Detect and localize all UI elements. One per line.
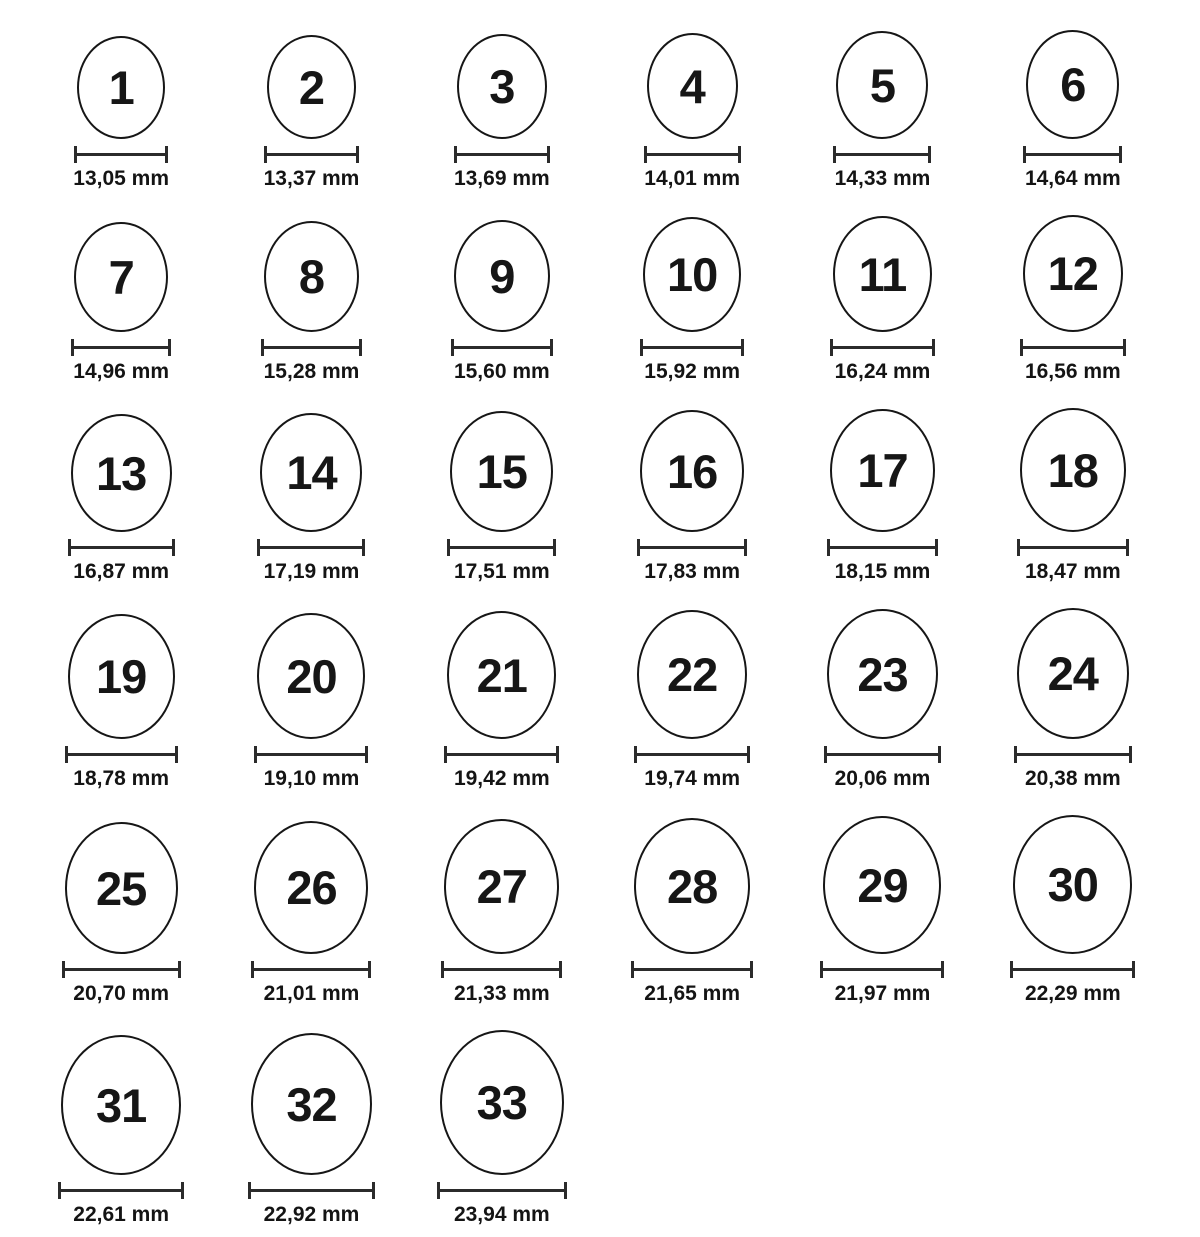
- ring-size-item: [597, 410, 787, 584]
- measure-line: [631, 968, 753, 971]
- diameter-label: 21,01 mm: [263, 982, 360, 1005]
- diameter-measure-bar: [631, 961, 753, 978]
- ring-size-item: [787, 409, 977, 584]
- diameter-measure-bar: [827, 539, 938, 556]
- diameter-label: 15,28 mm: [263, 360, 360, 383]
- diameter-label: 13,37 mm: [263, 167, 360, 190]
- ring-size-item: [216, 821, 406, 1006]
- diameter-measure-bar: [437, 1182, 567, 1199]
- diameter-label: 20,38 mm: [1024, 767, 1121, 790]
- ring-size-number: 33: [476, 1076, 527, 1129]
- ring-circle: [457, 34, 547, 139]
- ring-circle: [1026, 30, 1119, 139]
- measure-line: [634, 753, 750, 756]
- ring-circle: [71, 414, 172, 532]
- diameter-label: 22,61 mm: [73, 1203, 170, 1226]
- diameter-label: 18,47 mm: [1024, 560, 1121, 583]
- diameter-label: 20,70 mm: [73, 982, 170, 1005]
- ring-size-item: [978, 815, 1168, 1006]
- ring-circle: [68, 614, 175, 739]
- ring-circle: [74, 222, 168, 332]
- measure-line: [1017, 546, 1129, 549]
- ring-size-item: [597, 610, 787, 791]
- ring-size-item: [216, 413, 406, 584]
- ring-size-item: [978, 215, 1168, 384]
- measure-line: [65, 753, 178, 756]
- ring-circle: [450, 411, 553, 532]
- ring-size-item: [26, 822, 216, 1006]
- diameter-label: 15,60 mm: [453, 360, 550, 383]
- diameter-label: 13,69 mm: [453, 167, 550, 190]
- diameter-label: 14,96 mm: [73, 360, 170, 383]
- diameter-measure-bar: [1020, 339, 1126, 356]
- ring-size-number: 21: [476, 648, 527, 702]
- diameter-label: 14,64 mm: [1024, 167, 1121, 190]
- ring-size-item: [978, 30, 1168, 191]
- ring-size-number: 22: [667, 648, 718, 701]
- measure-line: [74, 153, 168, 156]
- diameter-measure-bar: [444, 746, 559, 763]
- ring-size-number: 9: [489, 249, 515, 303]
- ring-circle: [643, 217, 741, 332]
- diameter-measure-bar: [62, 961, 181, 978]
- diameter-label: 21,33 mm: [453, 982, 550, 1005]
- diameter-label: 16,24 mm: [834, 360, 931, 383]
- ring-circle: [264, 221, 359, 332]
- ring-size-item: [597, 33, 787, 191]
- diameter-measure-bar: [71, 339, 171, 356]
- diameter-label: 20,06 mm: [834, 767, 931, 790]
- measure-line: [71, 346, 171, 349]
- ring-size-number: 1: [108, 61, 134, 114]
- diameter-measure-bar: [447, 539, 556, 556]
- diameter-label: 18,15 mm: [834, 560, 931, 583]
- measure-line: [640, 346, 744, 349]
- ring-size-number: 4: [679, 59, 705, 113]
- ring-size-number: 13: [96, 446, 147, 500]
- ring-size-number: 18: [1047, 443, 1098, 497]
- ring-size-number: 5: [869, 58, 896, 112]
- diameter-label: 18,78 mm: [73, 767, 170, 790]
- diameter-label: 15,92 mm: [644, 360, 741, 383]
- diameter-label: 19,74 mm: [644, 767, 741, 790]
- ring-circle: [637, 610, 747, 739]
- ring-size-number: 30: [1047, 858, 1098, 911]
- measure-line: [827, 546, 938, 549]
- ring-circle: [640, 410, 744, 532]
- diameter-measure-bar: [644, 146, 741, 163]
- ring-circle: [77, 36, 165, 139]
- diameter-label: 22,92 mm: [263, 1203, 360, 1226]
- ring-circle: [254, 821, 368, 954]
- measure-line: [58, 1189, 184, 1192]
- ring-size-item: [407, 411, 597, 584]
- ring-size-number: 14: [286, 446, 337, 499]
- ring-size-item: [26, 1035, 216, 1227]
- ring-size-number: 29: [857, 858, 908, 912]
- ring-size-number: 25: [96, 861, 147, 915]
- ring-size-number: 15: [476, 445, 527, 498]
- diameter-measure-bar: [58, 1182, 184, 1199]
- ring-size-number: 3: [489, 60, 515, 113]
- measure-line: [261, 346, 362, 349]
- measure-line: [833, 153, 931, 156]
- diameter-label: 13,05 mm: [73, 167, 170, 190]
- ring-size-item: [978, 608, 1168, 791]
- diameter-label: 19,10 mm: [263, 767, 360, 790]
- diameter-measure-bar: [833, 146, 931, 163]
- ring-circle: [833, 216, 932, 332]
- ring-circle: [830, 409, 935, 532]
- ring-circle: [1013, 815, 1132, 954]
- ring-size-item: [407, 611, 597, 791]
- ring-size-number: 23: [857, 647, 908, 701]
- ring-size-number: 19: [96, 650, 147, 703]
- diameter-measure-bar: [257, 539, 365, 556]
- measure-line: [444, 753, 559, 756]
- ring-circle: [1020, 408, 1126, 532]
- ring-size-item: [597, 818, 787, 1006]
- ring-size-item: [407, 34, 597, 191]
- ring-size-item: [787, 31, 977, 191]
- measure-line: [257, 546, 365, 549]
- diameter-measure-bar: [1014, 746, 1132, 763]
- measure-line: [451, 346, 553, 349]
- measure-line: [254, 753, 368, 756]
- measure-line: [251, 968, 371, 971]
- ring-size-item: [407, 819, 597, 1006]
- diameter-label: 17,19 mm: [263, 560, 360, 583]
- diameter-measure-bar: [251, 961, 371, 978]
- diameter-measure-bar: [441, 961, 562, 978]
- diameter-measure-bar: [640, 339, 744, 356]
- ring-size-item: [216, 1033, 406, 1227]
- diameter-label: 14,33 mm: [834, 167, 931, 190]
- ring-size-number: 32: [286, 1077, 337, 1131]
- diameter-label: 19,42 mm: [453, 767, 550, 790]
- ring-size-number: 12: [1047, 247, 1098, 300]
- ring-size-item: [26, 614, 216, 791]
- ring-circle: [836, 31, 928, 139]
- diameter-measure-bar: [261, 339, 362, 356]
- ring-size-number: 28: [667, 859, 718, 913]
- ring-size-item: [978, 408, 1168, 584]
- measure-line: [1020, 346, 1126, 349]
- measure-line: [62, 968, 181, 971]
- ring-size-item: [26, 36, 216, 191]
- measure-line: [1010, 968, 1135, 971]
- diameter-label: 14,01 mm: [644, 167, 741, 190]
- ring-circle: [454, 220, 550, 332]
- measure-line: [824, 753, 941, 756]
- diameter-measure-bar: [1017, 539, 1129, 556]
- measure-line: [437, 1189, 567, 1192]
- ring-size-number: 6: [1060, 58, 1086, 111]
- ring-circle: [647, 33, 738, 139]
- ring-circle: [257, 613, 365, 739]
- diameter-measure-bar: [824, 746, 941, 763]
- measure-line: [264, 153, 359, 156]
- diameter-label: 17,51 mm: [453, 560, 550, 583]
- diameter-label: 21,97 mm: [834, 982, 931, 1005]
- measure-line: [68, 546, 175, 549]
- ring-circle: [267, 35, 356, 139]
- diameter-measure-bar: [637, 539, 747, 556]
- diameter-measure-bar: [454, 146, 550, 163]
- ring-circle: [827, 609, 938, 739]
- ring-circle: [61, 1035, 181, 1175]
- ring-size-number: 26: [286, 861, 337, 914]
- diameter-measure-bar: [65, 746, 178, 763]
- ring-size-number: 11: [858, 247, 907, 301]
- diameter-label: 21,65 mm: [644, 982, 741, 1005]
- measure-line: [447, 546, 556, 549]
- diameter-measure-bar: [820, 961, 944, 978]
- ring-circle: [447, 611, 556, 739]
- ring-circle: [444, 819, 559, 954]
- ring-size-item: [26, 414, 216, 584]
- measure-line: [820, 968, 944, 971]
- ring-size-number: 17: [857, 444, 908, 497]
- ring-size-number: 2: [298, 60, 325, 114]
- ring-size-number: 20: [286, 649, 337, 703]
- ring-size-number: 27: [476, 860, 527, 913]
- diameter-label: 22,29 mm: [1024, 982, 1121, 1005]
- ring-circle: [260, 413, 362, 532]
- diameter-measure-bar: [451, 339, 553, 356]
- diameter-label: 23,94 mm: [453, 1203, 550, 1226]
- ring-size-number: 7: [108, 250, 134, 304]
- diameter-measure-bar: [264, 146, 359, 163]
- diameter-label: 16,56 mm: [1024, 360, 1121, 383]
- measure-line: [248, 1189, 375, 1192]
- ring-circle: [65, 822, 178, 954]
- ring-size-item: [407, 220, 597, 384]
- ring-size-number: 8: [298, 250, 325, 303]
- measure-line: [830, 346, 935, 349]
- ring-size-item: [26, 222, 216, 384]
- diameter-measure-bar: [830, 339, 935, 356]
- ring-size-item: [787, 609, 977, 791]
- diameter-measure-bar: [248, 1182, 375, 1199]
- measure-line: [454, 153, 550, 156]
- diameter-measure-bar: [634, 746, 750, 763]
- measure-line: [441, 968, 562, 971]
- ring-size-item: [787, 816, 977, 1006]
- diameter-measure-bar: [1023, 146, 1122, 163]
- ring-size-item: [216, 35, 406, 191]
- diameter-measure-bar: [1010, 961, 1135, 978]
- ring-size-item: [597, 217, 787, 384]
- ring-circle: [634, 818, 750, 954]
- ring-size-number: 10: [667, 248, 718, 301]
- measure-line: [1014, 753, 1132, 756]
- ring-size-item: [787, 216, 977, 384]
- ring-size-item: [216, 613, 406, 791]
- diameter-label: 16,87 mm: [73, 560, 170, 583]
- ring-size-item: [216, 221, 406, 384]
- ring-circle: [251, 1033, 372, 1175]
- diameter-measure-bar: [68, 539, 175, 556]
- ring-circle: [1017, 608, 1129, 739]
- ring-circle: [823, 816, 941, 954]
- ring-size-number: 31: [96, 1078, 147, 1132]
- measure-line: [644, 153, 741, 156]
- diameter-measure-bar: [254, 746, 368, 763]
- measure-line: [637, 546, 747, 549]
- diameter-label: 17,83 mm: [644, 560, 741, 583]
- ring-size-number: 16: [667, 444, 718, 498]
- measure-line: [1023, 153, 1122, 156]
- diameter-measure-bar: [74, 146, 168, 163]
- ring-size-number: 24: [1047, 647, 1098, 700]
- ring-size-item: [407, 1030, 597, 1227]
- ring-circle: [440, 1030, 564, 1175]
- ring-circle: [1023, 215, 1123, 332]
